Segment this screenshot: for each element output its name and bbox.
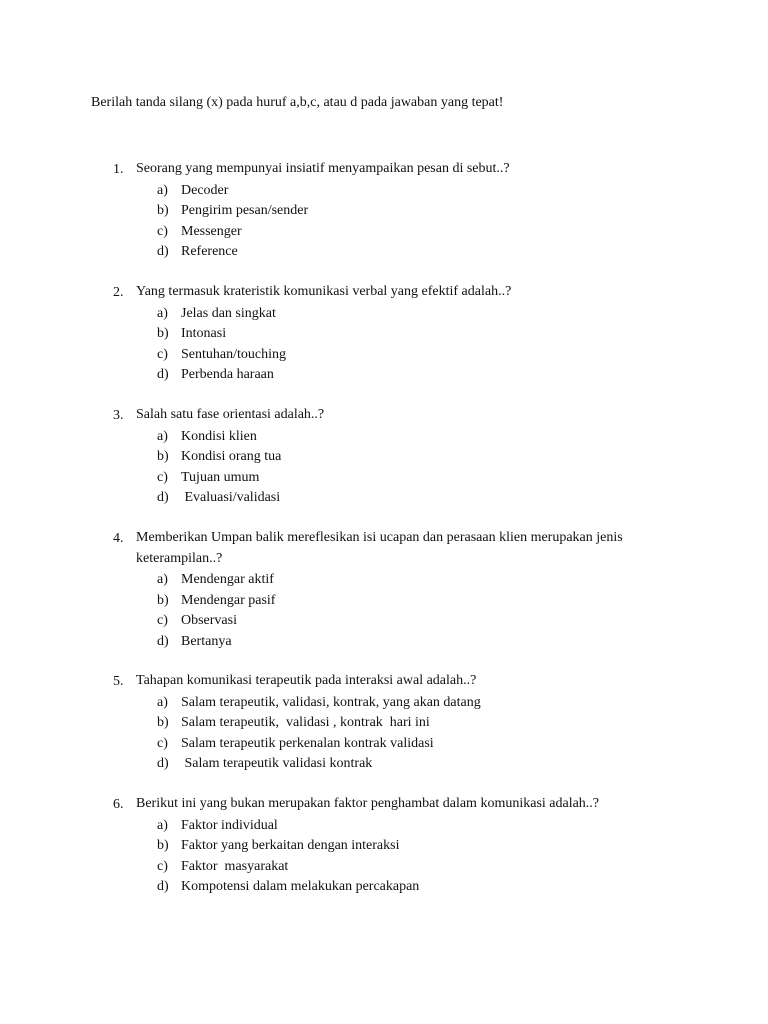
- option-text: Tujuan umum: [181, 469, 260, 485]
- answer-option: [0, 633, 768, 653]
- option-letter: b): [157, 592, 169, 608]
- answer-option: [0, 755, 768, 775]
- option-text: Kondisi orang tua: [181, 449, 282, 464]
- question-text: Salah satu fase orientasi adalah..?: [136, 407, 325, 422]
- option-letter: b): [157, 203, 169, 218]
- option-letter: a): [157, 305, 168, 321]
- option-text: Faktor masyarakat: [181, 858, 289, 874]
- answer-option: [0, 305, 768, 325]
- option-letter: b): [157, 715, 169, 730]
- option-text: Salam terapeutik perkenalan kontrak validasi: [181, 735, 434, 751]
- answer-option: [0, 694, 768, 714]
- answer-option: [0, 346, 768, 366]
- answer-option: [0, 182, 768, 202]
- question-number: 2.: [113, 285, 124, 300]
- answer-option: [0, 714, 768, 734]
- answer-option: [0, 366, 768, 386]
- option-text: Pengirim pesan/sender: [181, 203, 309, 218]
- question-number: 3.: [113, 408, 124, 423]
- answer-option: [0, 202, 768, 222]
- option-text: Observasi: [181, 613, 237, 628]
- question-number: 5.: [113, 674, 124, 689]
- question-text: Yang termasuk krateristik komunikasi verbal yang efektif adalah..?: [136, 284, 512, 299]
- answer-option: [0, 878, 768, 898]
- question-text: Memberikan Umpan balik mereflesikan isi ucapan dan perasaan klien merupakan jenis keterampilan..?: [136, 530, 623, 566]
- answer-option: [0, 223, 768, 243]
- option-letter: b): [157, 838, 169, 853]
- option-text: Faktor yang berkaitan dengan interaksi: [181, 838, 400, 853]
- option-text: Reference: [181, 244, 238, 259]
- option-letter: b): [157, 449, 169, 464]
- option-letter: c): [157, 613, 168, 628]
- question-text: Berikut ini yang bukan merupakan faktor penghambat dalam komunikasi adalah..?: [136, 796, 600, 811]
- option-letter: c): [157, 858, 168, 874]
- option-letter: d): [157, 367, 169, 382]
- answer-option: [0, 592, 768, 612]
- option-text: Perbenda haraan: [181, 367, 274, 382]
- option-text: Evaluasi/validasi: [181, 490, 281, 505]
- option-letter: d): [157, 490, 169, 505]
- option-text: Salam terapeutik, validasi, kontrak, yang akan datang: [181, 694, 481, 710]
- option-text: Decoder: [181, 182, 229, 198]
- option-text: Messenger: [181, 223, 242, 239]
- option-letter: c): [157, 223, 168, 239]
- question-text: Tahapan komunikasi terapeutik pada interaksi awal adalah..?: [136, 673, 477, 688]
- option-letter: b): [157, 326, 169, 341]
- option-letter: a): [157, 694, 168, 710]
- option-text: Salam terapeutik, validasi , kontrak hari ini: [181, 715, 430, 730]
- option-letter: a): [157, 817, 168, 833]
- answer-option: [0, 612, 768, 632]
- answer-option: [0, 837, 768, 857]
- instruction-text: Berilah tanda silang (x) pada huruf a,b,c, atau d pada jawaban yang tepat!: [91, 95, 504, 110]
- answer-option: [0, 571, 768, 591]
- question-number: 4.: [113, 531, 124, 546]
- answer-option: [0, 448, 768, 468]
- option-letter: a): [157, 182, 168, 198]
- option-text: Mendengar pasif: [181, 592, 276, 608]
- question-text: Seorang yang mempunyai insiatif menyampaikan pesan di sebut..?: [136, 161, 510, 176]
- option-text: Sentuhan/touching: [181, 346, 286, 362]
- option-letter: d): [157, 756, 169, 771]
- option-letter: d): [157, 633, 169, 649]
- option-letter: c): [157, 346, 168, 362]
- answer-option: [0, 325, 768, 345]
- option-text: Mendengar aktif: [181, 572, 274, 587]
- option-letter: d): [157, 244, 169, 259]
- answer-option: [0, 428, 768, 448]
- option-text: Jelas dan singkat: [181, 305, 276, 321]
- option-letter: c): [157, 735, 168, 751]
- option-text: Salam terapeutik validasi kontrak: [181, 756, 373, 771]
- answer-option: [0, 858, 768, 878]
- option-text: Intonasi: [181, 326, 227, 341]
- question-number: 1.: [113, 162, 124, 177]
- answer-option: [0, 469, 768, 489]
- option-letter: d): [157, 879, 169, 894]
- option-text: Bertanya: [181, 633, 232, 649]
- option-text: Kompotensi dalam melakukan percakapan: [181, 879, 420, 894]
- option-letter: a): [157, 428, 168, 444]
- answer-option: [0, 817, 768, 837]
- answer-option: [0, 243, 768, 263]
- option-letter: c): [157, 469, 168, 485]
- option-text: Faktor individual: [181, 817, 278, 833]
- question-number: 6.: [113, 797, 124, 812]
- option-text: Kondisi klien: [181, 428, 257, 444]
- answer-option: [0, 489, 768, 509]
- answer-option: [0, 735, 768, 755]
- option-letter: a): [157, 572, 168, 587]
